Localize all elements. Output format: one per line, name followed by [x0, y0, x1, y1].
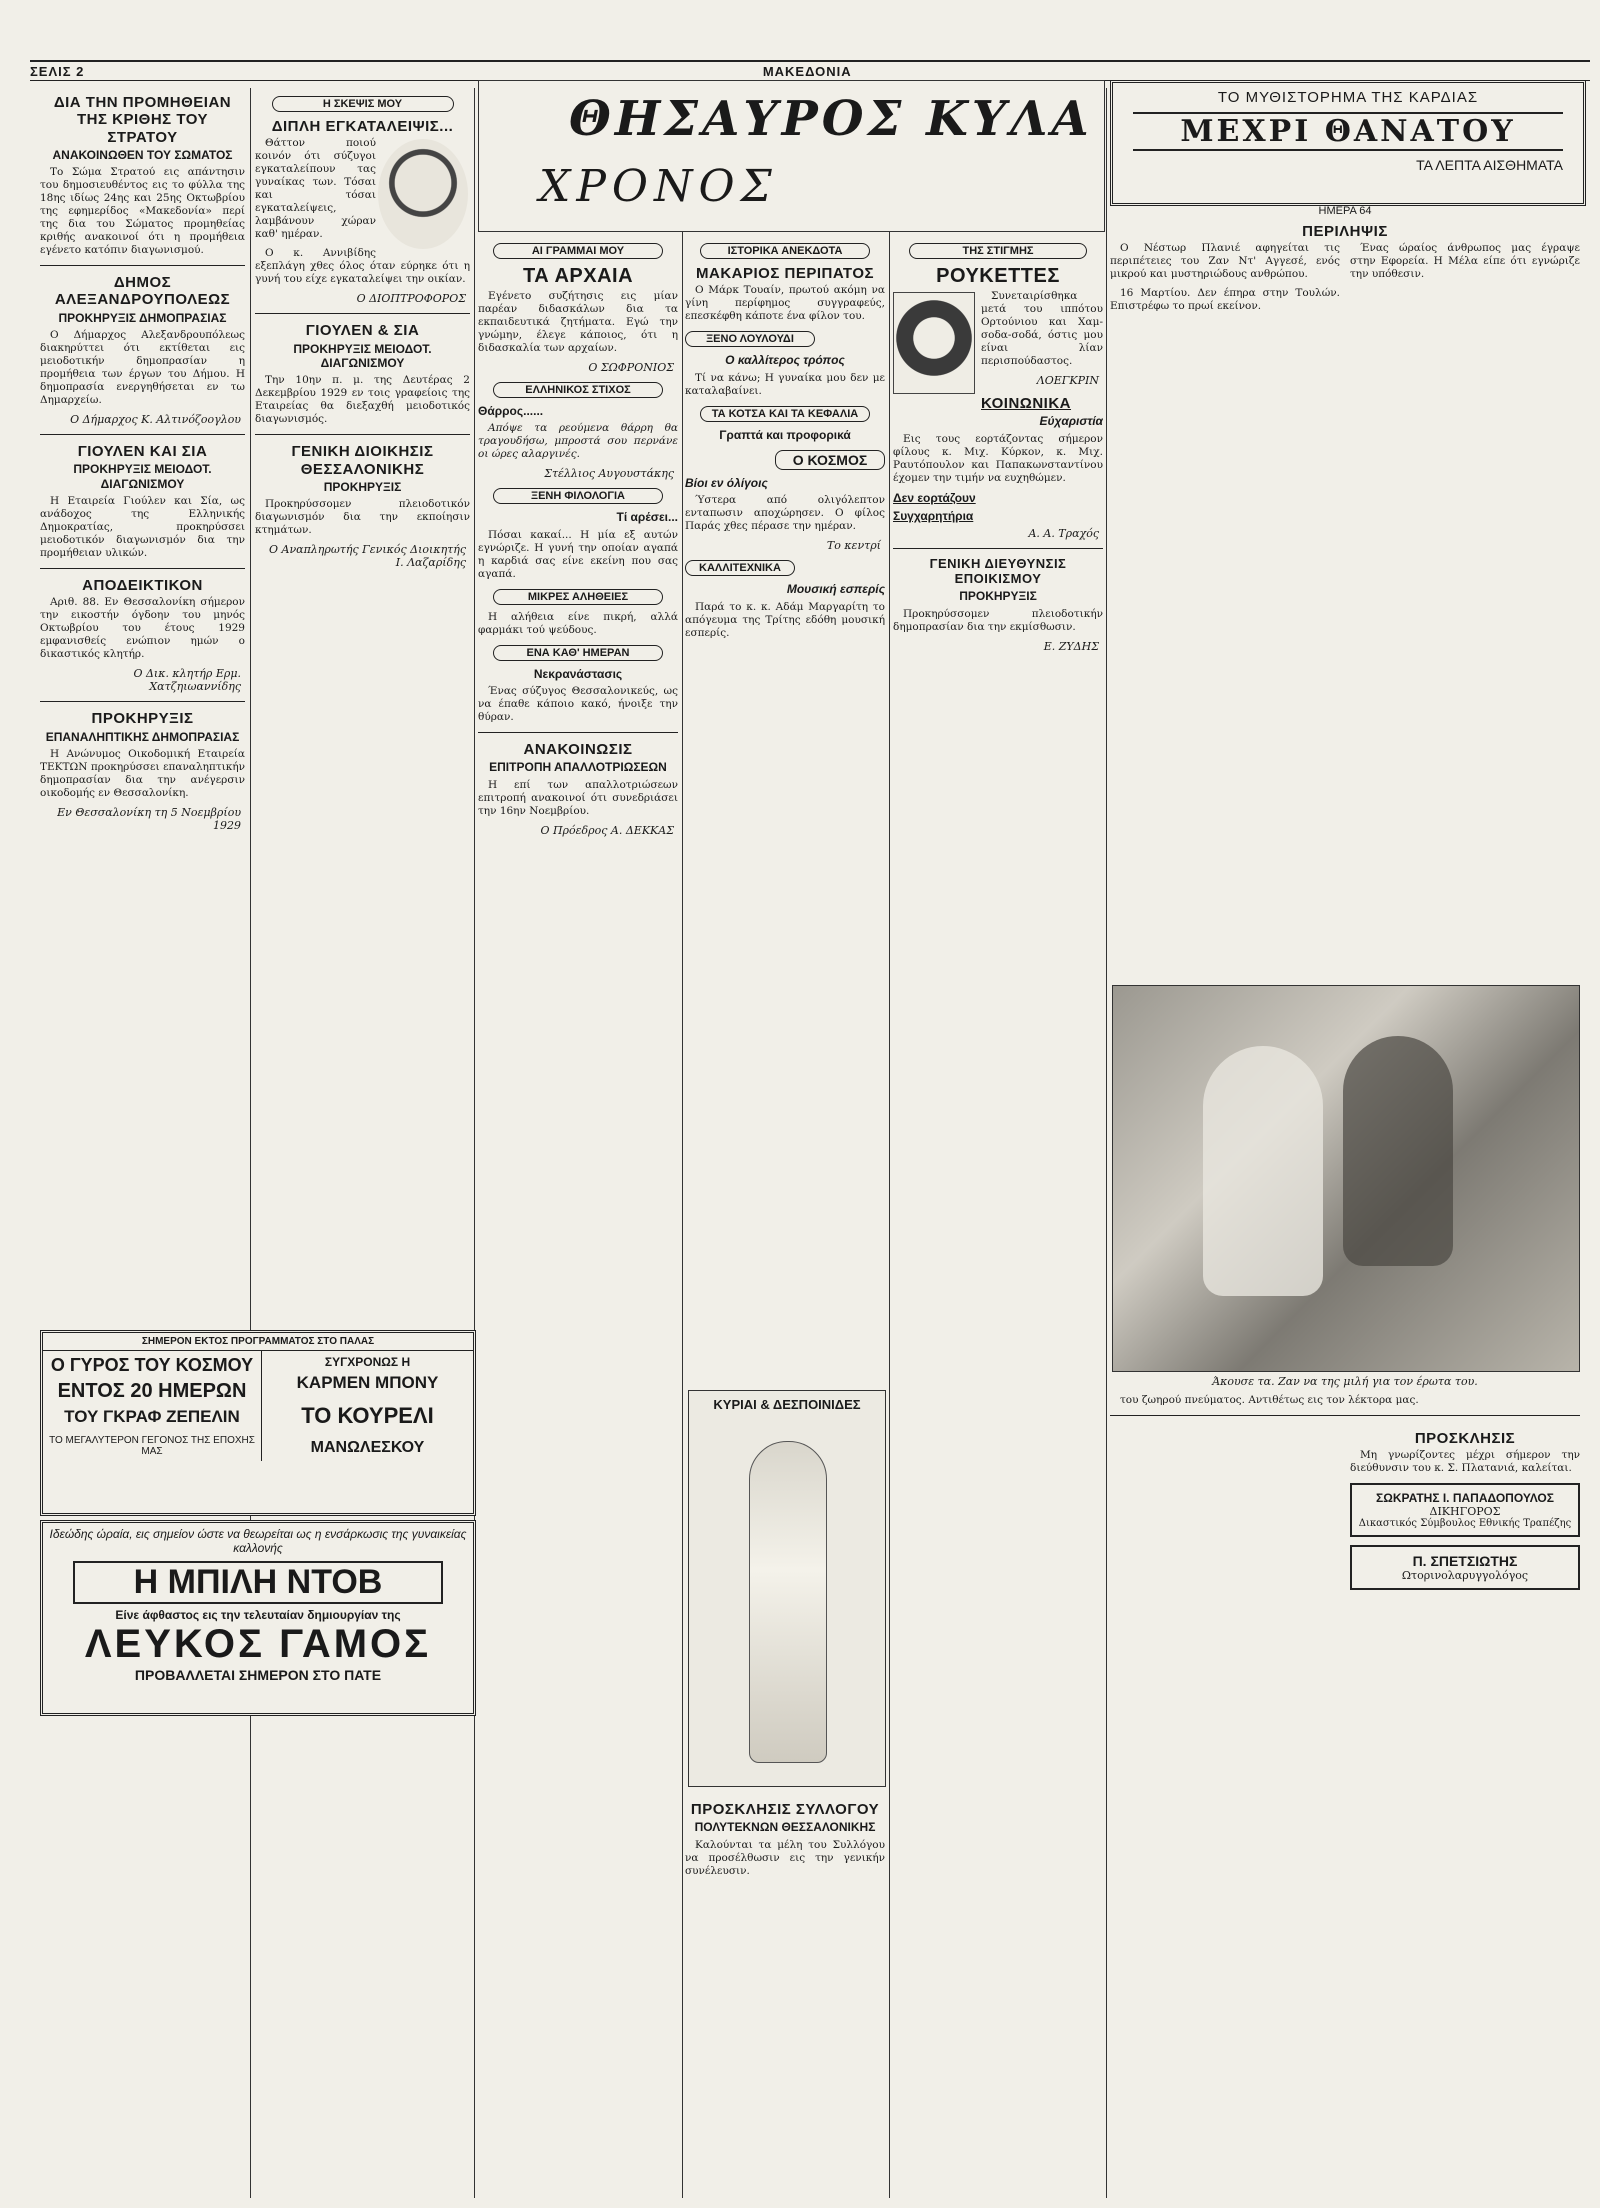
column-rule — [1106, 88, 1107, 2198]
article-text: Ένας ώραίος άνθρωπος μας έγραψε στην Εφορεία. Η Μέλα είπε ότι εγνώριζε την υπόθεσιν. — [1350, 242, 1580, 281]
decorative-banner — [478, 80, 1105, 232]
column-box-heading: Ο ΚΟΣΜΟΣ — [775, 450, 885, 470]
column-rule — [474, 88, 475, 2198]
divider — [40, 568, 245, 569]
divider — [40, 265, 245, 266]
banner-title: ΘΗΣΑΥΡΟΣ ΚΥΛΑ — [569, 91, 1093, 147]
column-box-heading: Η ΣΚΕΨΙΣ ΜΟΥ — [272, 96, 454, 112]
serial-illustration — [1112, 985, 1580, 1372]
cartoon-portrait — [893, 292, 975, 394]
divider — [1110, 1415, 1580, 1416]
signature: Εν Θεσσαλονίκη τη 5 Νοεμβρίου 1929 — [57, 805, 241, 832]
lawyer-card — [1350, 1483, 1580, 1537]
article-text: Τί να κάνω; Η γυναίκα μου δεν με καταλαβαίνει. — [685, 371, 885, 397]
serial-top: ΤΟ ΜΥΘΙΣΤΟΡΗΜΑ ΤΗΣ ΚΑΡΔΙΑΣ — [1217, 89, 1479, 106]
article-text: Ο Μάρκ Τουαίν, πρωτού ακόμη να γίνη περίφημος συγγραφεύς, επεσκέφθη κάποτε ένα φίλον του. — [685, 284, 885, 323]
column-3 — [478, 235, 678, 2195]
article-text: Ο Νέστωρ Πλανιέ αφηγείται τις περιπέτειες του Ζαν Ντ' Αγγεσέ, ενός μικρού και μυστηριώδους ανθρώπου. — [1110, 242, 1340, 281]
article-text: Η Εταιρεία Γιούλεν και Σία, ως ανάδοχος της Ελληνικής Δημοκρατίας, προκηρύσσει μειοδοτικόν διαγωνισμόν δια την προμήθειαν υλικών. — [40, 495, 245, 560]
ad-left-panel — [43, 1351, 262, 1461]
ad-headline: Η ΜΠΙΛΗ ΝΤΟΒ — [73, 1561, 443, 1604]
article-subheading: ΠΟΛΥΤΕΚΝΩΝ ΘΕΣΣΑΛΟΝΙΚΗΣ — [694, 1820, 876, 1835]
column-rule — [889, 88, 890, 2198]
serial-title: ΜΕΧΡΙ ΘΑΝΑΤΟΥ — [1133, 112, 1563, 151]
article-subheading: Τί αρέσει... — [616, 510, 678, 525]
cinema-ad-billie-dove — [40, 1520, 476, 1716]
signature: Στέλλιος Αυγουστάκης — [544, 467, 674, 481]
ad-top-line: ΣΗΜΕΡΟΝ ΕΚΤΟΣ ΠΡΟΓΡΑΜΜΑΤΟΣ ΣΤΟ ΠΑΛΑΣ — [43, 1333, 473, 1351]
text-column — [1350, 242, 1580, 319]
article-subheading: ΑΝΑΚΟΙΝΩΘΕΝ ΤΟΥ ΣΩΜΑΤΟΣ — [52, 147, 233, 162]
illustration-caption: Άκουσε τα. Ζαν να της μιλή για τον έρωτα του. — [1212, 1375, 1478, 1388]
divider — [478, 732, 678, 733]
article-subheading: Γραπτά και προφορικά — [719, 427, 851, 442]
doctor-name: Π. ΣΠΕΤΣΙΩΤΗΣ — [1412, 1553, 1518, 1570]
lawyer-name: ΣΩΚΡΑΤΗΣ Ι. ΠΑΠΑΔΟΠΟΥΛΟΣ — [1376, 1491, 1554, 1506]
column-1 — [40, 88, 245, 1318]
fashion-illustration — [688, 1390, 886, 1787]
column-rule — [682, 88, 683, 2198]
article-text: Προκηρύσσομεν πλειοδοτικήν δημοπρασίαν δια την εκμίσθωσιν. — [893, 607, 1103, 633]
doctor-card — [1350, 1545, 1580, 1590]
serial-novel-header — [1110, 80, 1586, 206]
article-heading: ΓΙΟΥΛΕΝ & ΣΙΑ — [305, 322, 420, 340]
text-column — [1110, 242, 1340, 319]
article-text: Παρά το κ. κ. Αδάμ Μαργαρίτη το απόγευμα της Τρίτης εδόθη μουσική εσπερίς. — [685, 600, 885, 639]
signature: ΛΟΕΓΚΡΙΝ — [1036, 374, 1099, 387]
article-text: Μη γνωρίζοντες μέχρι σήμερον την διεύθυνσιν του κ. Σ. Πλατανιά, καλείται. — [1350, 1449, 1580, 1475]
two-column-text — [1110, 242, 1580, 319]
article-text: Προκηρύσσομεν πλειοδοτικόν διαγωνισμόν δια την εκποίησιν κτημάτων. — [255, 498, 470, 537]
article-heading: ΚΟΙΝΩΝΙΚΑ — [981, 395, 1072, 412]
article-subheading: Θάρρος...... — [478, 404, 544, 418]
serial-day: ΗΜΕΡΑ 64 — [1318, 205, 1372, 217]
article-heading: ΜΑΚΑΡΙΟΣ ΠΕΡΙΠΑΤΟΣ — [696, 265, 874, 282]
divider — [893, 548, 1103, 549]
column-4-bottom — [685, 1795, 885, 2195]
divider — [255, 313, 470, 314]
banner-subtitle: ΧΡΟΝΟΣ — [539, 161, 778, 212]
column-box-heading: ΕΛΛΗΝΙΚΟΣ ΣΤΙΧΟΣ — [493, 382, 663, 398]
ad-text: ΠΡΟΒΑΛΛΕΤΑΙ ΣΗΜΕΡΟΝ ΣΤΟ ΠΑΤΕ — [134, 1667, 382, 1683]
serial-subtitle: ΤΑ ΛΕΠΤΑ ΑΙΣΘΗΜΑΤΑ — [1416, 157, 1563, 173]
article-text: Καλούνται τα μέλη του Συλλόγου να προσέλθωσιν εις την γενικήν συνέλευσιν. — [685, 1838, 885, 1877]
column-6 — [1110, 205, 1580, 985]
signature: Ο Πρόεδρος Α. ΔΕΚΚΑΣ — [540, 823, 674, 837]
article-heading: ΠΡΟΚΗΡΥΞΙΣ — [91, 710, 194, 728]
ad-headline: ΤΟΥ ΓΚΡΑΦ ΖΕΠΕΛΙΝ — [64, 1407, 240, 1426]
column-rule — [250, 88, 251, 2198]
column-box-heading: ΑΙ ΓΡΑΜΜΑΙ ΜΟΥ — [493, 243, 663, 259]
article-subheading: ΠΡΟΚΗΡΥΞΙΣ ΜΕΙΟΔΟΤ. ΔΙΑΓΩΝΙΣΜΟΥ — [73, 462, 212, 491]
article-text: Η επί των απαλλοτριώσεων επιτροπή ανακοινοί ότι συνεδριάσει την 16ην Νοεμβρίου. — [478, 778, 678, 817]
signature: Α. Α. Τραχός — [1028, 527, 1099, 541]
article-heading: ΔΙΠΛΗ ΕΓΚΑΤΑΛΕΙΨΙΣ... — [271, 118, 454, 135]
article-subheading: Συγχαρητήρια — [893, 509, 974, 524]
column-4 — [685, 235, 885, 1385]
column-6-bottom — [1110, 1375, 1580, 2195]
masthead — [30, 60, 1590, 81]
article-text: Το Σώμα Στρατού εις απάντησιν του δημοσιευθέντος εις το φύλλα της 18ης ιδίως 24ης και 25ης Οκτωβρίου της εφημερίδος «Μακεδονία» περί της δια του Σώματος προμηθείας κριθής ανακοινοί ότι η προμήθεια εγένετο κατόπιν διαγωνισμού. — [40, 166, 245, 257]
cartoon-portrait — [378, 139, 468, 249]
cinema-ad-zeppelin — [40, 1330, 476, 1516]
signature: Ο Δικ. κλητήρ Ερμ. Χατζηιωαννίδης — [133, 667, 241, 694]
ad-headline: ΚΑΡΜΕΝ ΜΠΟΝΥ — [296, 1373, 439, 1392]
article-text: του ζωηρού πνεύματος. Αντιθέτως εις τον λέκτορα μας. — [1120, 1394, 1419, 1406]
article-text: Την 10ην π. μ. της Δευτέρας 2 Δεκεμβρίου 1929 εν τοις γραφείοις της Εταιρείας θα διεξαχθή μειοδοτικός διαγωνισμός. — [255, 374, 470, 426]
article-subheading: Βίοι εν όλίγοις — [685, 476, 768, 491]
article-subheading: ΠΡΟΚΗΡΥΞΙΣ ΔΗΜΟΠΡΑΣΙΑΣ — [58, 310, 227, 325]
newspaper-title: ΜΑΚΕΔΟΝΙΑ — [762, 63, 852, 79]
article-text: Η Ανώνυμος Οικοδομική Εταιρεία ΤΕΚΤΩΝ προκηρύσσει επαναληπτικήν δημοπρασίαν δια την ανέγερσιν οικοδομής εν Θεσσαλονίκη. — [40, 747, 245, 799]
fashion-heading: ΚΥΡΙΑΙ & ΔΕΣΠΟΙΝΙΔΕΣ — [713, 1397, 861, 1412]
ad-right-panel — [262, 1351, 473, 1461]
ad-headline: Ο ΓΥΡΟΣ ΤΟΥ ΚΟΣΜΟΥ — [50, 1355, 254, 1375]
article-subheading: ΕΠΙΤΡΟΠΗ ΑΠΑΛΛΟΤΡΙΩΣΕΩΝ — [489, 760, 667, 775]
article-heading: ΓΕΝΙΚΗ ΔΙΟΙΚΗΣΙΣ ΘΕΣΣΑΛΟΝΙΚΗΣ — [291, 443, 434, 478]
ad-headline: ΛΕΥΚΟΣ ΓΑΜΟΣ — [84, 1622, 432, 1666]
notices-column — [1350, 1424, 1580, 1590]
article-subheading: ΕΠΑΝΑΛΗΠΤΙΚΗΣ ΔΗΜΟΠΡΑΣΙΑΣ — [45, 729, 240, 744]
ad-text: Είνε άφθαστος εις την τελευταίαν δημιουργίαν της — [115, 1608, 401, 1622]
signature: Ο ΔΙΟΠΤΡΟΦΟΡΟΣ — [356, 292, 466, 306]
divider — [40, 434, 245, 435]
article-text: Η αλήθεια είνε πικρή, αλλά φαρμάκι τού ψεύδους. — [478, 610, 678, 636]
fashion-figure — [749, 1441, 827, 1763]
ad-text: ΣΥΓΧΡΟΝΩΣ Η — [324, 1355, 411, 1369]
column-box-heading: ΙΣΤΟΡΙΚΑ ΑΝΕΚΔΟΤΑ — [700, 243, 870, 259]
article-subheading: ΠΡΟΚΗΡΥΞΙΣ ΜΕΙΟΔΟΤ. ΔΙΑΓΩΝΙΣΜΟΥ — [293, 341, 432, 370]
article-text: Θάττον ποιού κοινόν ότι σύζυγοι εγκαταλείπουν τας γυναίκας των. Τόσαι και τόσαι εγκαταλείψεις, λαμβάνουν χώραν καθ' ημέραν. — [255, 137, 376, 241]
article-text: Συνεταιρίσθηκα μετά του ιππότου Ορτούνιου και Χαμ-σοδα-σοδά, όστις μου είναι λίαν περισπούδαστος. — [981, 290, 1103, 367]
article-heading: ΑΠΟΔΕΙΚΤΙΚΟΝ — [82, 577, 203, 595]
article-heading: ΠΕΡΙΛΗΨΙΣ — [1302, 223, 1388, 240]
figure-silhouette — [1343, 1036, 1453, 1266]
article-heading: ΡΟΥΚΕΤΤΕΣ — [936, 265, 1060, 287]
article-subheading: Δεν εορτάζουν — [893, 490, 976, 505]
article-heading: ΓΙΟΥΛΕΝ ΚΑΙ ΣΙΑ — [77, 443, 208, 461]
ad-tagline: ΤΟ ΜΕΓΑΛΥΤΕΡΟΝ ΓΕΓΟΝΟΣ ΤΗΣ ΕΠΟΧΗΣ ΜΑΣ — [49, 1435, 255, 1457]
doctor-title: Ωτορινολαρυγγολόγος — [1401, 1569, 1529, 1583]
column-2 — [255, 88, 470, 1318]
lawyer-detail: Δικαστικός Σύμβουλος Εθνικής Τραπέζης — [1358, 1518, 1572, 1530]
column-box-heading: ΤΑ ΚΟΤΣΑ ΚΑΙ ΤΑ ΚΕΦΑΛΙΑ — [700, 406, 870, 422]
ad-top-line: Ιδεώδης ώραία, εις σημείον ώστε να θεωρείται ως η ενσάρκωσις της γυναικείας καλλονής — [49, 1527, 467, 1555]
article-text: Ένας σύζυγος Θεσσαλονικεύς, ως να έπαθε κάποιο κακό, ήνοιξε την θύραν. — [478, 685, 678, 724]
article-text: Εγένετο συζήτησις εις μίαν παρέαν διδασκάλων δια τα εκπαιδευτικά ζητήματα. Εγώ την γνώμην, έλεγε κάποιος, ότι η διδασκαλία των αρχαίων. — [478, 290, 678, 354]
article-heading: ΔΙΑ ΤΗΝ ΠΡΟΜΗΘΕΙΑΝ ΤΗΣ ΚΡΙΘΗΣ ΤΟΥ ΣΤΡΑΤΟΥ — [53, 94, 232, 146]
ad-headline: ΕΝΤΟΣ 20 ΗΜΕΡΩΝ — [57, 1380, 247, 1402]
article-text: Πόσαι κακαί... Η μία εξ αυτών εγνώριζε. Η γυνή την οποίαν αγαπά η καρδιά σας είνε εκείνη που σας αγαπά. — [478, 528, 678, 580]
article-heading: ΤΑ ΑΡΧΑΙΑ — [522, 265, 634, 287]
article-text: Ο Δήμαρχος Αλεξανδρουπόλεως διακηρύττει ότι εκτίθεται εις μειοδοτικήν δημοπρασίαν η προμήθεια των έργων του Δήμου. Η δημοπρασία ενεργηθήσεται εν τω Δημαρχείω. — [40, 329, 245, 407]
column-box-heading: ΕΝΑ ΚΑΘ' ΗΜΕΡΑΝ — [493, 645, 663, 661]
divider — [40, 701, 245, 702]
article-text: 16 Μαρτίου. Δεν έπηρα στην Τουλών. Επιστρέφω το πρωί εκείνον. — [1110, 287, 1340, 313]
signature: Ο Δήμαρχος Κ. Αλτινόζοογλου — [70, 413, 241, 427]
page-number: ΣΕΛΙΣ 2 — [30, 63, 85, 79]
column-box-heading: ΚΑΛΛΙΤΕΧΝΙΚΑ — [685, 560, 795, 576]
lawyer-title: ΔΙΚΗΓΟΡΟΣ — [1429, 1505, 1501, 1519]
ad-headline: ΜΑΝΩΛΕΣΚΟΥ — [310, 1439, 425, 1456]
column-box-heading: ΞΕΝΗ ΦΙΛΟΛΟΓΙΑ — [493, 488, 663, 504]
ad-headline: ΤΟ ΚΟΥΡΕΛΙ — [301, 1403, 434, 1428]
column-box-heading: ΜΙΚΡΕΣ ΑΛΗΘΕΙΕΣ — [493, 589, 663, 605]
article-subheading: ΠΡΟΚΗΡΥΞΙΣ — [323, 479, 402, 494]
article-subheading: Ο καλλίτερος τρόπος — [725, 353, 845, 368]
signature: Ο ΣΩΦΡΟΝΙΟΣ — [588, 361, 674, 374]
article-subheading: Εύχαριστία — [1039, 414, 1103, 429]
article-text: Ύστερα από ολιγόλεπτον ενταπωσιν αποχώρησεν. Ο φίλος Παράς χθες πέρασε την ημέραν. — [685, 494, 885, 533]
column-5 — [893, 235, 1103, 2195]
signature: Το κεντρί — [826, 539, 881, 553]
article-subheading: ΠΡΟΚΗΡΥΞΙΣ — [959, 589, 1037, 604]
article-text: Ο κ. Αννιβίδης εξεπλάγη χθες όλος όταν εύρηκε ότι η γυνή του είχε εγκαταλείψει την οικίαν. — [255, 247, 470, 286]
article-text: Εις τους εορτάζοντας σήμερον φίλους κ. Μιχ. Κύρκον, κ. Μιχ. Ραυτόπουλον και Παπακωνσταντίνου έχομεν την τιμήν να ευχηθώμεν. — [893, 432, 1103, 484]
article-heading: ΓΕΝΙΚΗ ΔΙΕΥΘΥΝΣΙΣ ΕΠΟΙΚΙΣΜΟΥ — [929, 556, 1067, 587]
article-subheading: Νεκρανάστασις — [533, 666, 623, 681]
article-heading: ΔΗΜΟΣ ΑΛΕΞΑΝΔΡΟΥΠΟΛΕΩΣ — [54, 274, 231, 309]
article-heading: ΑΝΑΚΟΙΝΩΣΙΣ — [523, 741, 633, 759]
article-text: Αριθ. 88. Εν Θεσσαλονίκη σήμερον την εικοστήν όγδοην του μηνός Οκτωβρίου του έτους 1929 εμφανισθείς ενώπιον ημών ο δικαστικός κλητήρ. — [40, 596, 245, 661]
article-subheading: Μουσική εσπερίς — [786, 582, 885, 597]
figure-silhouette — [1203, 1046, 1323, 1296]
poem-text: Απόψε τα ρεούμενα θάρρη θα τραγουδήσω, μπροστά σου περνάνε οι ώρες αλαργινές. — [478, 422, 678, 461]
signature: Ε. ΖΥΔΗΣ — [1043, 639, 1099, 653]
article-heading: ΠΡΟΣΚΛΗΣΙΣ ΣΥΛΛΟΓΟΥ — [690, 1801, 880, 1818]
divider — [255, 434, 470, 435]
column-box-heading: ΤΗΣ ΣΤΙΓΜΗΣ — [909, 243, 1087, 259]
signature: Ο Αναπληρωτής Γενικός Διοικητής Ι. Λαζαρίδης — [269, 543, 466, 570]
article-heading: ΠΡΟΣΚΛΗΣΙΣ — [1414, 1430, 1516, 1447]
column-box-heading: ΞΕΝΟ ΛΟΥΛΟΥΔΙ — [685, 331, 815, 347]
